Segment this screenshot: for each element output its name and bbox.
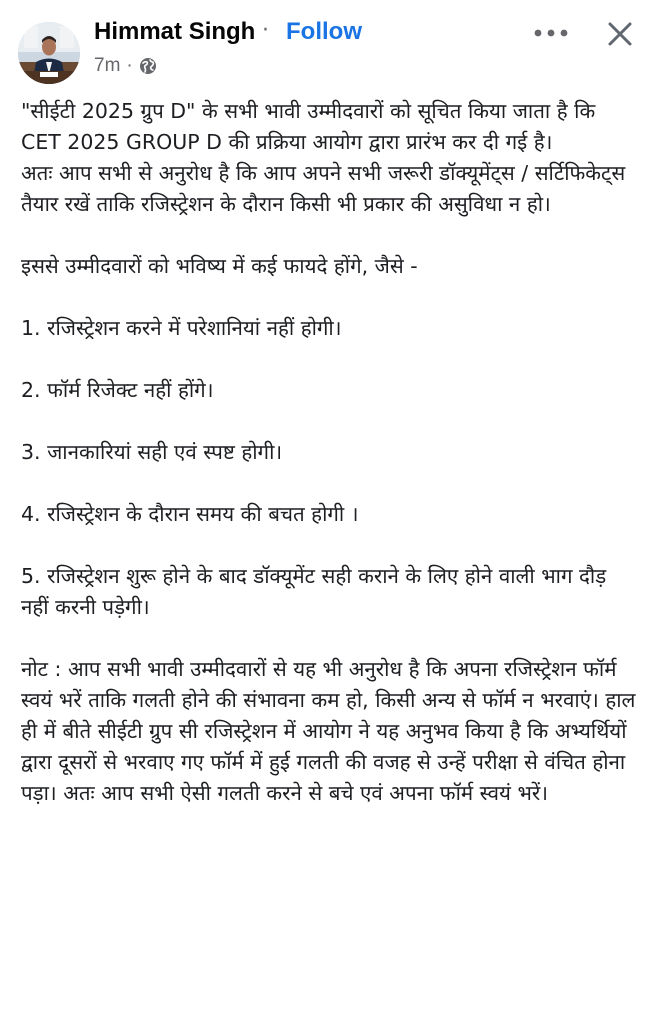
benefits-heading: इससे उम्मीदवारों को भविष्य में कई फायदे होंगे, जैसे - (21, 254, 418, 278)
post-header (0, 0, 651, 90)
meta-separator: · (126, 55, 133, 76)
globe-icon[interactable] (139, 57, 157, 75)
benefit-point-2: 2. फॉर्म रिजेक्ट नहीं होंगे। (21, 378, 214, 402)
post-meta (94, 54, 157, 78)
name-follow-separator: · (262, 18, 269, 43)
author-name[interactable]: Himmat Singh (94, 18, 256, 45)
post-timestamp[interactable]: 7m (94, 55, 121, 76)
follow-button[interactable]: Follow (286, 18, 362, 45)
benefit-point-1: 1. रजिस्ट्रेशन करने में परेशानियां नहीं होगी। (21, 316, 342, 340)
benefit-point-3: 3. जानकारियां सही एवं स्पष्ट होगी। (21, 440, 283, 464)
paragraph-gap (21, 220, 639, 251)
post-note-text: नोट : आप सभी भावी उम्मीदवारों से यह भी अनुरोध है कि अपना रजिस्ट्रेशन फॉर्म स्वयं भरें ताकि गलती होने की संभावना कम हो, किसी अन्य से फॉर्म न भरवाएं। हाल ही में बीते सीईटी ग्रुप सी रजिस्ट्रेशन में आयोग ने यह अनुभव किया है कि अभ्यर्थियों द्वारा दूसरों से भरवाए गए फॉर्म में हुई गलती की वजह से उन्हें परीक्षा से वंचित होना पड़ा। अतः आप सभी ऐसी गलती करने से बचे एवं अपना फॉर्म स्वयं भरें। (21, 657, 636, 805)
post-intro-text: "सीईटी 2025 ग्रुप D" के सभी भावी उम्मीदवारों को सूचित किया जाता है कि CET 2025 GROUP D की प्रक्रिया आयोग द्वारा प्रारंभ कर दी गई है। (21, 99, 596, 154)
paragraph-gap (21, 530, 639, 561)
avatar-photo (18, 22, 80, 84)
post-request-text: अतः आप सभी से अनुरोध है कि आप अपने सभी जरूरी डॉक्यूमेंट्स / सर्टिफिकेट्स तैयार रखें ताकि रजिस्ट्रेशन के दौरान किसी भी प्रकार की असुविधा न हो। (21, 161, 626, 216)
paragraph-gap (21, 406, 639, 437)
paragraph-gap (21, 623, 639, 654)
benefit-point-4: 4. रजिस्ट्रेशन के दौरान समय की बचत होगी । (21, 502, 359, 526)
avatar[interactable] (18, 22, 80, 84)
more-options-icon[interactable] (530, 20, 572, 46)
paragraph-gap (21, 282, 639, 313)
paragraph-gap (21, 468, 639, 499)
benefit-point-5: 5. रजिस्ट्रेशन शुरू होने के बाद डॉक्यूमेंट सही कराने के लिए होने वाली भाग दौड़ नहीं करनी पड़ेगी। (21, 564, 607, 619)
post-body (21, 96, 639, 809)
paragraph-gap (21, 344, 639, 375)
close-icon[interactable] (600, 14, 640, 54)
